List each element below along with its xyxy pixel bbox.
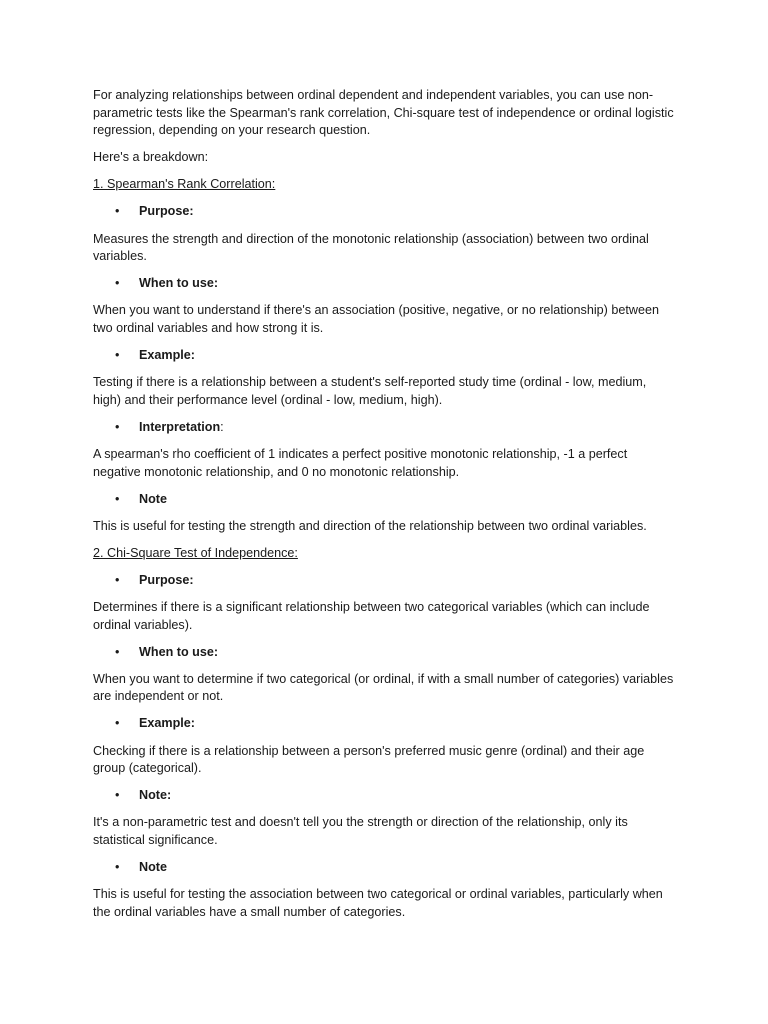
bullet-icon: •: [115, 276, 120, 291]
section1-heading: 1. Spearman's Rank Correlation:: [93, 177, 276, 192]
bullet-icon: •: [115, 419, 120, 434]
bullet-term: Note: [139, 491, 167, 506]
intro-paragraph: For analyzing relationships between ordinal dependent and independent variables, you can use non-parametric tests like the Spearman's rank correlation, Chi-square test of independence or ordinal logistic regression, depending on your research question.: [93, 88, 674, 138]
bullet-icon: •: [115, 491, 120, 506]
bullet-icon: •: [115, 348, 120, 363]
section1-when-text: When you want to understand if there's an association (positive, negative, or no relationship) between two ordinal variables and how strong it is.: [93, 303, 659, 335]
section2-note1-bullet: [93, 787, 677, 805]
section2-when-text: When you want to determine if two categorical (or ordinal, if with a small number of categories) variables are independent or not.: [93, 671, 674, 704]
section1-interpretation-text: A spearman's rho coefficient of 1 indicates a perfect positive monotonic relationship, -1 a perfect negative monotonic relationship, and 0 no monotonic relationship.: [93, 446, 628, 479]
section2-example-bullet: [93, 715, 677, 733]
section1-example-text: Testing if there is a relationship between a student's self-reported study time (ordinal - low, medium, high) and their performance level (ordinal - low, medium, high).: [93, 375, 647, 407]
section1-when-bullet: [93, 275, 677, 293]
bullet-icon: •: [115, 716, 120, 731]
bullet-term-colon: :: [220, 419, 224, 434]
bullet-term: Example:: [139, 716, 195, 731]
bullet-term: Purpose:: [139, 204, 194, 219]
section1-purpose-bullet: [93, 203, 677, 221]
section2-note2-bullet: [93, 859, 677, 877]
bullet-icon: •: [115, 860, 120, 874]
bullet-term: Purpose:: [139, 572, 194, 587]
bullet-term: Interpretation: [139, 419, 221, 434]
bullet-icon: •: [115, 788, 120, 803]
bullet-term: When to use:: [139, 644, 219, 659]
section1-note-bullet: [93, 491, 677, 509]
section2-purpose-text: Determines if there is a significant relationship between two categorical variables (which can include ordinal variables).: [93, 599, 650, 632]
section1-interpretation-bullet: [93, 419, 677, 437]
bullet-term: Note: [139, 860, 167, 874]
bullet-term: Example:: [139, 348, 195, 363]
section1-note-text: This is useful for testing the strength and direction of the relationship between two ordinal variables.: [93, 518, 647, 533]
breakdown-paragraph: Here's a breakdown:: [93, 150, 209, 165]
section2-when-bullet: [93, 644, 677, 662]
section1-purpose-text: Measures the strength and direction of the monotonic relationship (association) between two ordinal variables.: [93, 231, 649, 264]
section1-example-bullet: [93, 347, 677, 365]
document-body: [93, 87, 677, 931]
bullet-term: When to use:: [139, 276, 219, 291]
bullet-term: Note:: [139, 788, 172, 803]
bullet-icon: •: [115, 572, 120, 587]
section2-purpose-bullet: [93, 572, 677, 590]
bullet-icon: •: [115, 644, 120, 659]
bullet-icon: •: [115, 204, 120, 219]
section2-note1-text: It's a non-parametric test and doesn't tell you the strength or direction of the relationship, only its statistical significance.: [93, 815, 628, 847]
section2-example-text: Checking if there is a relationship between a person's preferred music genre (ordinal) and their age group (categorical).: [93, 743, 645, 776]
section2-note2-text: This is useful for testing the association between two categorical or ordinal variables, particularly when the ordinal variables have a small number of categories.: [93, 887, 663, 919]
section2-heading: 2. Chi-Square Test of Independence:: [93, 545, 298, 560]
